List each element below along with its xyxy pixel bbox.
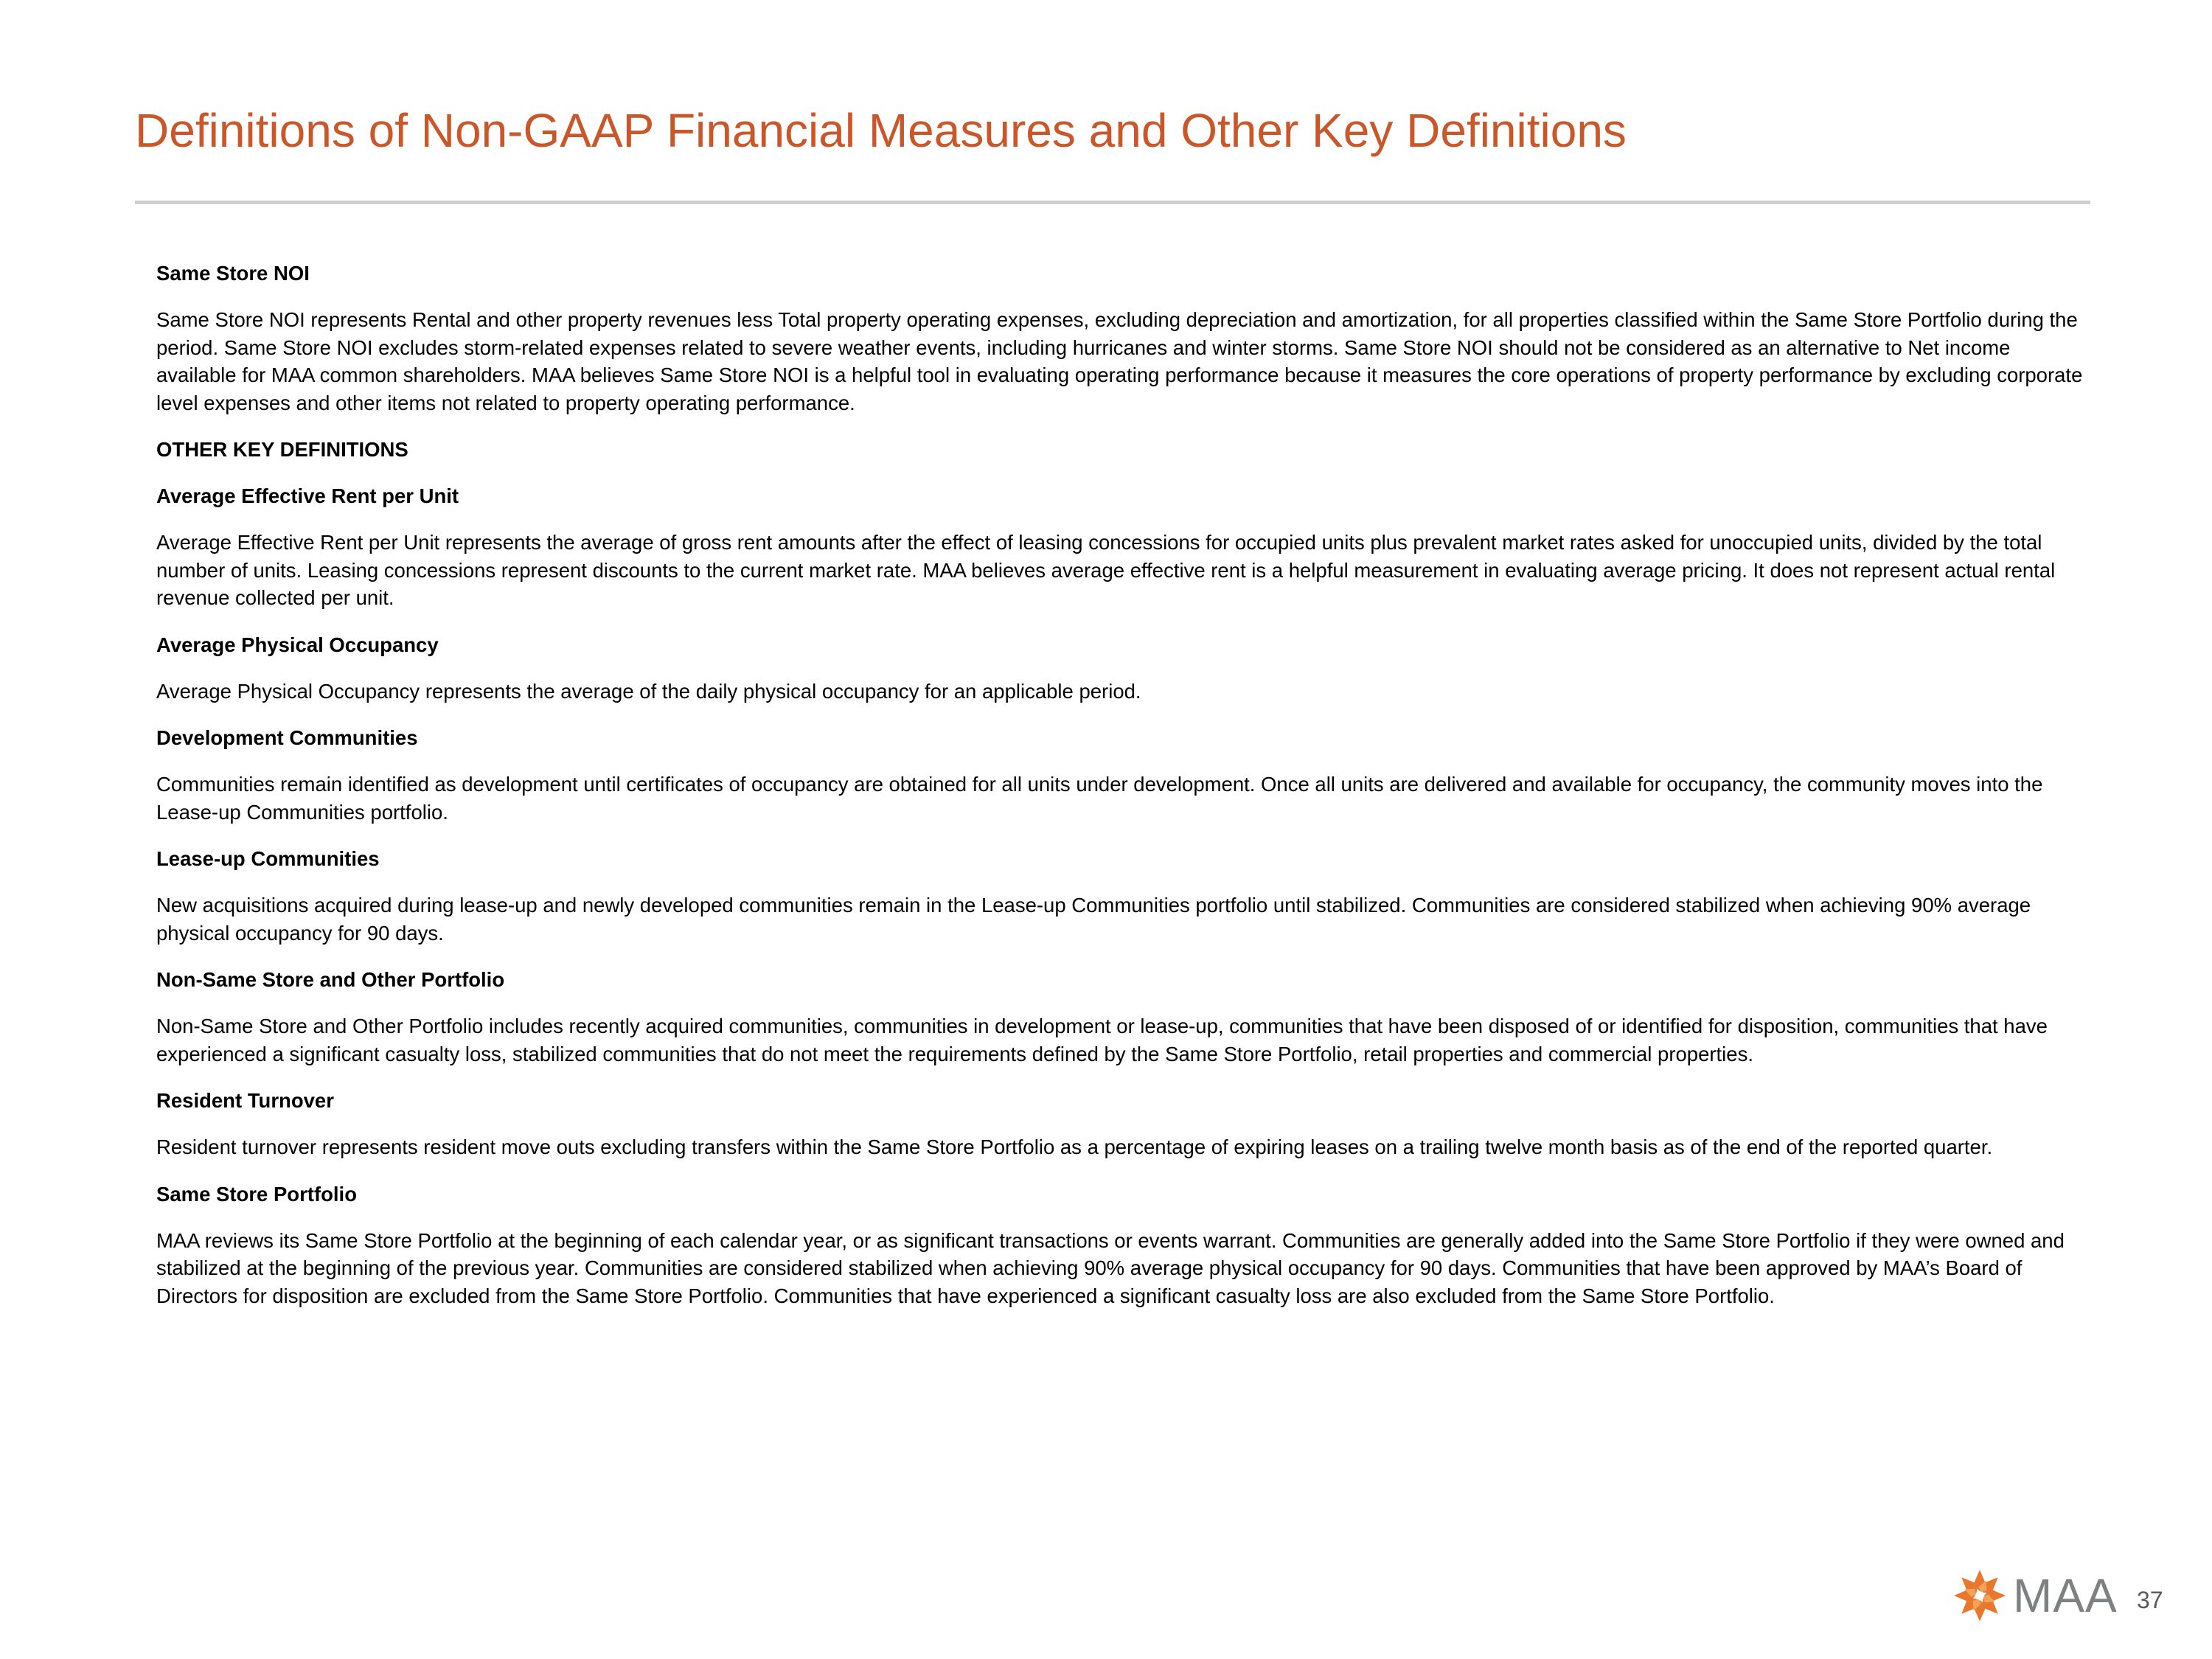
maa-logo	[1952, 1566, 2118, 1625]
section-body-lease-up-communities: New acquisitions acquired during lease-up and newly developed communities remain in the Lease-up Communities portfolio until stabilized. Communities are considered stabilized when achieving 90% average physical occupancy for 90 days.	[156, 894, 2031, 945]
section-body-same-store-noi: Same Store NOI represents Rental and other property revenues less Total property operating expenses, excluding depreciation and amortization, for all properties classified within the Same Store Portfolio during the period. Same Store NOI excludes storm-related expenses related to severe weather events, including hurricanes and winter storms. Same Store NOI should not be considered as an alternative to Net income available for MAA common shareholders. MAA believes Same Store NOI is a helpful tool in evaluating operating performance because it measures the core operations of property performance by excluding corporate level expenses and other items not related to property operating performance.	[156, 308, 2083, 414]
section-heading-non-same-store: Non-Same Store and Other Portfolio	[156, 968, 505, 991]
section-body-average-physical-occupancy: Average Physical Occupancy represents the average of the daily physical occupancy for an applicable period.	[156, 679, 1141, 703]
section-body-average-effective-rent: Average Effective Rent per Unit represents the average of gross rent amounts after the effect of leasing concessions for occupied units plus prevalent market rates asked for unoccupied units, divided by the total number of units. Leasing concessions represent discounts to the current market rate. MAA believes average effective rent is a helpful measurement in evaluating average pricing. It does not represent actual rental revenue collected per unit.	[156, 531, 2056, 609]
definitions-content	[156, 260, 2087, 1329]
other-key-definitions-heading: OTHER KEY DEFINITIONS	[156, 438, 408, 461]
section-heading-same-store-portfolio: Same Store Portfolio	[156, 1182, 357, 1206]
section-heading-development-communities: Development Communities	[156, 726, 418, 749]
starburst-logo-icon	[1952, 1568, 2007, 1623]
section-heading-resident-turnover: Resident Turnover	[156, 1089, 334, 1112]
section-body-non-same-store: Non-Same Store and Other Portfolio includes recently acquired communities, communities in development or lease-up, communities that have been disposed of or identified for disposition, communities that have experienced a significant casualty loss, stabilized communities that do not meet the requirements defined by the Same Store Portfolio, retail properties and commercial properties.	[156, 1015, 2048, 1065]
section-heading-same-store-noi: Same Store NOI	[156, 262, 310, 285]
section-body-development-communities: Communities remain identified as development until certificates of occupancy are obtained for all units under development. Once all units are delivered and available for occupancy, the community moves into the Lease-up Communities portfolio.	[156, 773, 2043, 824]
logo-wordmark: MAA	[2013, 1569, 2118, 1622]
section-heading-average-effective-rent: Average Effective Rent per Unit	[156, 484, 459, 507]
page-number: 37	[2137, 1587, 2163, 1613]
section-body-same-store-portfolio: MAA reviews its Same Store Portfolio at the beginning of each calendar year, or as significant transactions or events warrant. Communities are generally added into the Same Store Portfolio if they were owned and stabilized at the beginning of the previous year. Communities are considered stabilized when achieving 90% average physical occupancy for 90 days. Communities that have been approved by MAA’s Board of Directors for disposition are excluded from the Same Store Portfolio. Communities that have experienced a significant casualty loss are also excluded from the Same Store Portfolio.	[156, 1228, 2065, 1307]
page-title: Definitions of Non-GAAP Financial Measures and Other Key Definitions	[135, 104, 1627, 157]
section-heading-lease-up-communities: Lease-up Communities	[156, 847, 380, 870]
title-divider	[135, 201, 2090, 204]
section-heading-average-physical-occupancy: Average Physical Occupancy	[156, 633, 439, 656]
section-body-resident-turnover: Resident turnover represents resident move outs excluding transfers within the Same Store Portfolio as a percentage of expiring leases on a trailing twelve month basis as of the end of the reported quarter.	[156, 1135, 1993, 1158]
